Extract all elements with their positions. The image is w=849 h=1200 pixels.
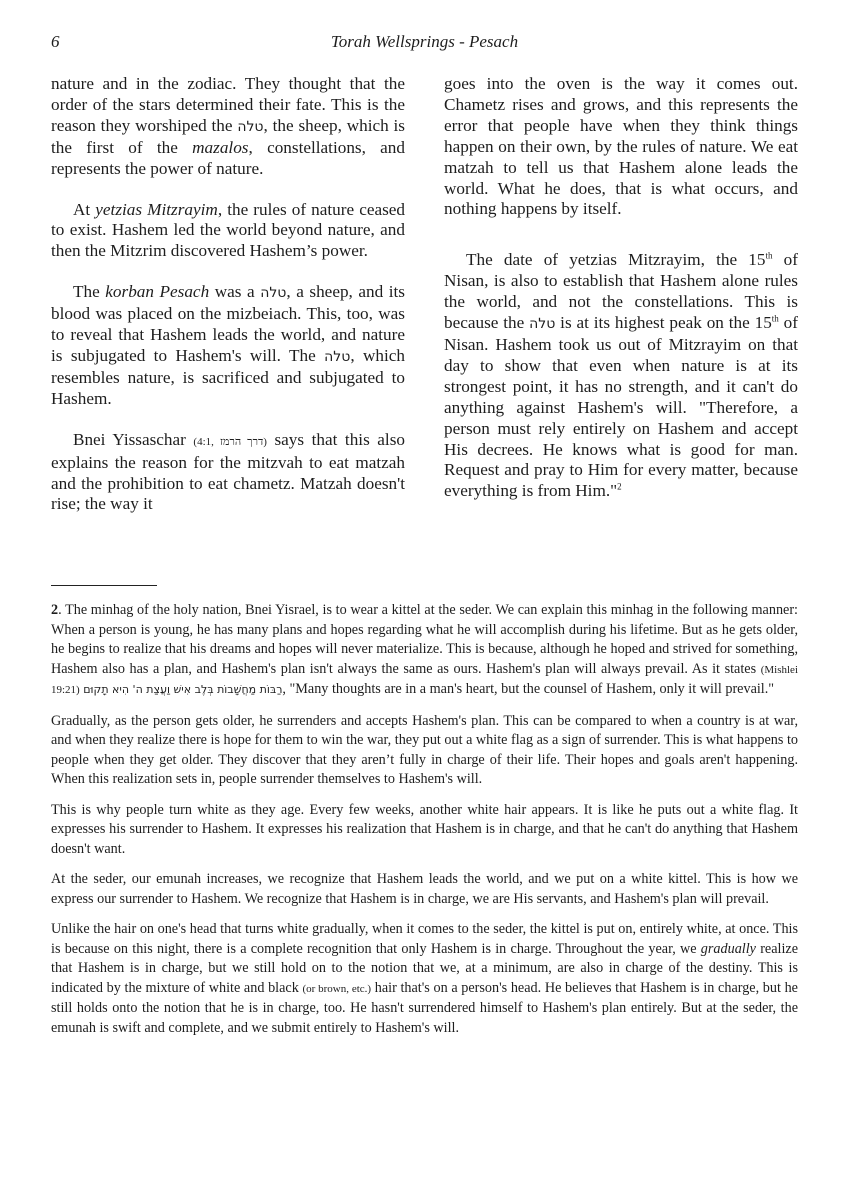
footnote-paragraph: This is why people turn white as they age. Every few weeks, another white hair appears. It is like he puts out a white flag. It expresses his surrender to Hashem. It expresses his realization that Hashem is in charge, and that he can't do anything that Hashem doesn't want. (51, 801, 798, 857)
hebrew-word: טלה (237, 118, 264, 135)
paragraph: The date of yetzias Mitzrayim, the 15th of Nisan, is also to establish that Hashem alone rules the world, and not the constellations. This is because the טלה is at its highest peak on the 15th of Nisan. Hashem took us out of Mitzrayim on that day to show that even when nature is at its strongest point, it has no strength, and it can't do anything against Hashem's will. "Therefore, a person must rely entirely on Hashem and accept His decrees. He knows what is good for man. Request and pray to Him for every matter, because everything is from Him."$^2$ (444, 250, 798, 501)
paragraph: At yetzias Mitzrayim, the rules of nature ceased to exist. Hashem led the world beyond nature, and then the Mitzrim discovered Hashem’s power. (51, 199, 406, 261)
paragraph: goes into the oven is the way it comes out. Chametz rises and grows, and this represents the error that people have when they think things happen on their own, by the rules of nature. We eat matzah to tell us that Hashem alone leads the world. What he does, that is what occurs, and nothing happens by itself. (444, 74, 798, 219)
body-columns (51, 74, 798, 535)
paragraph: Bnei Yissaschar (4:1, דרך הרמז) says that this also explains the reason for the mitzvah to eat matzah and the prohibition to eat chametz. Matzah doesn't rise; the way it (51, 429, 405, 514)
parenthetical: (or brown, etc.) (302, 982, 372, 995)
page-header (51, 32, 798, 58)
italic-term: yetzias Mitzrayim (95, 199, 218, 219)
source-citation: (Mishlei 19:21) (51, 663, 798, 696)
right-column (444, 74, 798, 535)
hebrew-word: טלה (260, 285, 287, 302)
hebrew-word: טלה (324, 348, 351, 365)
running-title: Torah Wellsprings - Pesach (330, 32, 519, 51)
italic-term: mazalos (192, 137, 249, 157)
footnote-paragraph: Unlike the hair on one's head that turns white gradually, when it comes to the seder, the kittel is put on, entirely white, at once. This is because on this night, there is a complete recognition that only Hashem is in charge. Throughout the year, we gradually realize that Hashem is in charge, but we still hold on to the notion that we, at a minimum, are also in charge of the destiny. This is indicated by the mixture of white and black (or brown, etc.) hair that's on a person's head. He believes that Hashem is in charge, but he still holds onto the notion that he is in charge, too. He hasn't surrendered himself to Hashem's plan entirely. But at the seder, the emunah is swift and complete, and we submit entirely to Hashem's will. (51, 921, 799, 1036)
source-citation: (4:1, דרך הרמז) (193, 435, 267, 448)
footnote-paragraph: At the seder, our emunah increases, we recognize that Hashem leads the world, and we put on a white kittel. This is how we express our surrender to Hashem. We recognize that Hashem is in charge, we are His servants, and Hashem's plan will prevail. (51, 871, 798, 907)
left-column (51, 74, 405, 535)
paragraph: The korban Pesach was a טלה, a sheep, and its blood was placed on the mizbeiach. This, too, was to reveal that Hashem leads the world, and nature is subjugated to Hashem's will. The טלה, which resembles nature, is sacrificed and subjugated to Hashem. (51, 282, 405, 408)
footnote-separator (51, 585, 157, 586)
italic-term: korban Pesach (105, 282, 210, 302)
footnote-number: 2 (51, 602, 59, 618)
footnote-paragraph: 2. The minhag of the holy nation, Bnei Yisrael, is to wear a kittel at the seder. We can explain this minhag in the following manner: When a person is young, he has many plans and hopes regarding what he will accomplish during his lifetime. But as he gets older, he begins to realize that his dreams and hopes will never materialize. This is because, although he hoped and strived for something, Hashem also has a plan, and Hashem's plan isn't always the same as ours. Hashem's plan will always prevail. As it states (Mishlei 19:21) רַבּוֹת מַחֲשָׁבוֹת בְּלֶב אִישׁ וַעֲצַת ה' הִיא תָקוּם, "Many thoughts are in a man's heart, but the counsel of Hashem, only it will prevail." (51, 602, 798, 697)
italic-term: gradually (700, 940, 756, 957)
footnote-paragraph: Gradually, as the person gets older, he surrenders and accepts Hashem's plan. This can be compared to when a country is at war, and when they realize there is hope for them to win the war, they put out a white flag as a sign of surrender. This is what happens to people when they get older. They discover that they aren’t fully in charge of their life. Their hopes and goals aren't happening. When this realization sets in, people surrender themselves to Hashem's will. (51, 712, 798, 787)
paragraph: nature and in the zodiac. They thought that the order of the stars determined their fate. This is the reason they worshiped the טלה, the sheep, which is the first of the mazalos, constellations, and represents the power of nature. (51, 74, 405, 178)
hebrew-word: טלה (529, 316, 556, 333)
hebrew-quote: רַבּוֹת מַחֲשָׁבוֹת בְּלֶב אִישׁ וַעֲצַת ה' הִיא תָקוּם (79, 683, 283, 696)
page-number: 6 (51, 32, 60, 51)
footnote-reference[interactable]: 2 (617, 481, 622, 492)
footnotes-section (51, 601, 798, 1049)
